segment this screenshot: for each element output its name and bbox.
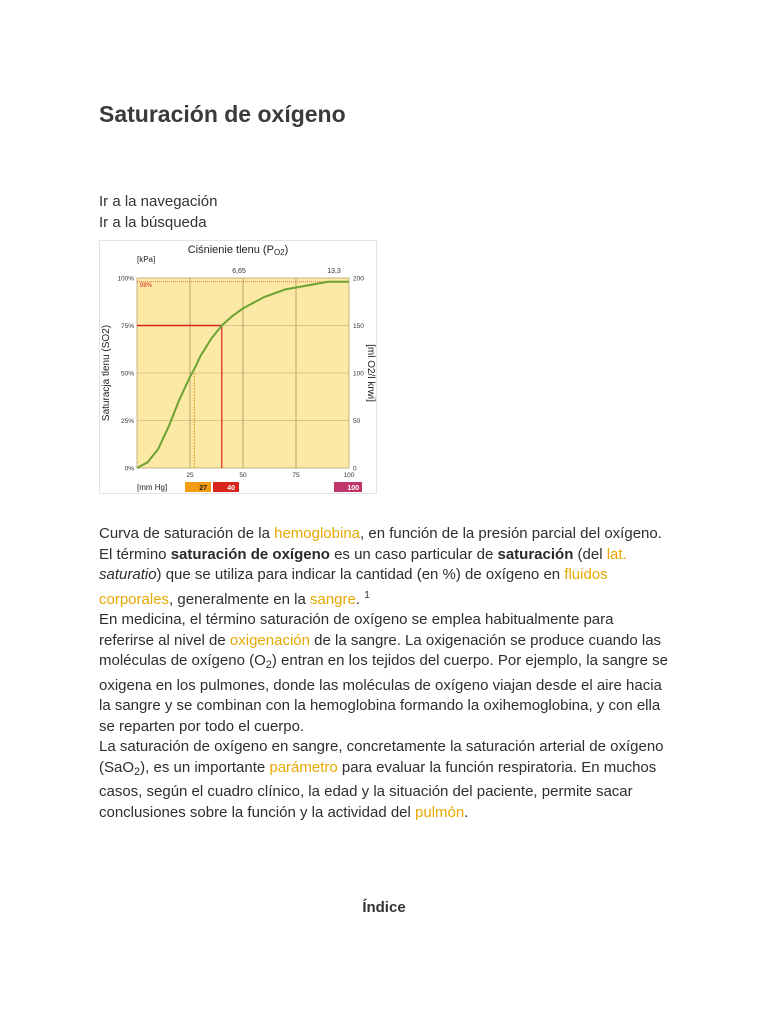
left-tick-label: 0% (124, 465, 134, 473)
bottom-tick-label: 100 (343, 472, 355, 479)
marker-98-label: 98% (140, 283, 153, 289)
left-tick-label: 100% (117, 275, 134, 283)
oxygen-saturation-chart[interactable] (99, 240, 377, 494)
right-tick-label: 200 (353, 275, 364, 283)
badge-venous (213, 482, 239, 492)
paragraph-arterial: La saturación de oxígeno en sangre, concretamente la saturación arterial de oxígeno (SaO$_2$), es un importante parámetro para evaluar la función respiratoria. En muchos casos, según el cuadro clínico, la edad y la situación del paciente, permite sacar conclusiones sobre la función y la actividad del pulmón. (99, 738, 664, 821)
sangre-link[interactable]: sangre (309, 590, 356, 608)
paragraph-definition: El término saturación de oxígeno es un caso particular de saturación (del lat. saturatio) que se utiliza para indicar la cantidad (en %) de oxígeno en fluidos corporales, generalmente en la sangre. $^1$ (99, 545, 627, 608)
fluidos-corporales-link[interactable]: fluidos corporales (99, 566, 608, 608)
right-axis-ticks (353, 276, 364, 473)
right-axis-label: [ml O2/l krwi] (365, 344, 376, 402)
article-body (99, 524, 671, 823)
left-axis-ticks (117, 276, 134, 473)
chart-title: Ciśnienie tlenu (PO2) (187, 244, 289, 257)
badge-p50-label: 27 (199, 485, 207, 492)
bottom-axis-ticks (186, 472, 354, 479)
hemoglobina-link[interactable]: hemoglobina (274, 525, 361, 542)
table-of-contents-heading[interactable]: Índice (362, 899, 406, 916)
figure-caption: Curva de saturación de la hemoglobina, en función de la presión parcial del oxígeno. (99, 525, 662, 542)
paragraph-medicine: En medicina, el término saturación de oxígeno se emplea habitualmente para referirse al nivel de oxigenación de la sangre. La oxigenación se produce cuando las moléculas de oxígeno $(O_2)$ entran en los tejidos del cuerpo. Por ejemplo, la sangre se oxigena en los pulmones, donde las moléculas de oxígeno viajan desde el aire hacia la sangre y se combinan con la hemoglobina formando la oxihemoglobina, y con ella se reparten por todo el cuerpo. (99, 611, 668, 735)
latin-link[interactable]: lat. (606, 545, 627, 563)
kpa-tick-1: 6,65 (232, 268, 246, 275)
bottom-tick-label: 25 (186, 472, 194, 479)
oxigenacion-link[interactable]: oxigenación (229, 631, 310, 649)
skip-to-search-link[interactable]: Ir a la búsqueda (99, 214, 207, 231)
pulmon-link[interactable]: pulmón (415, 803, 465, 821)
left-tick-label: 25% (120, 418, 134, 425)
bottom-tick-label: 50 (239, 472, 247, 479)
skip-to-navigation-link[interactable]: Ir a la navegación (99, 193, 218, 210)
kpa-tick-2: 13,3 (327, 268, 341, 275)
page-title: Saturación de oxígeno (99, 101, 346, 127)
badge-arterial-label: 100 (347, 485, 359, 492)
right-tick-label: 0 (353, 465, 357, 473)
badge-venous-label: 40 (227, 485, 235, 492)
badge-p50 (185, 482, 211, 492)
left-tick-label: 50% (120, 370, 134, 378)
left-tick-label: 75% (120, 323, 134, 330)
kpa-label: [kPa] (137, 255, 156, 264)
skip-links (99, 191, 217, 233)
mmhg-label: [mm Hg] (137, 483, 168, 492)
bottom-tick-label: 75 (292, 472, 300, 479)
right-tick-label: 150 (353, 323, 364, 330)
right-tick-label: 100 (353, 370, 364, 378)
reference-1-link[interactable]: 1 (364, 589, 370, 601)
right-tick-label: 50 (353, 418, 361, 425)
left-axis-label: Saturacja tlenu (SO2) (101, 324, 112, 422)
parametro-link[interactable]: parámetro (269, 758, 338, 776)
